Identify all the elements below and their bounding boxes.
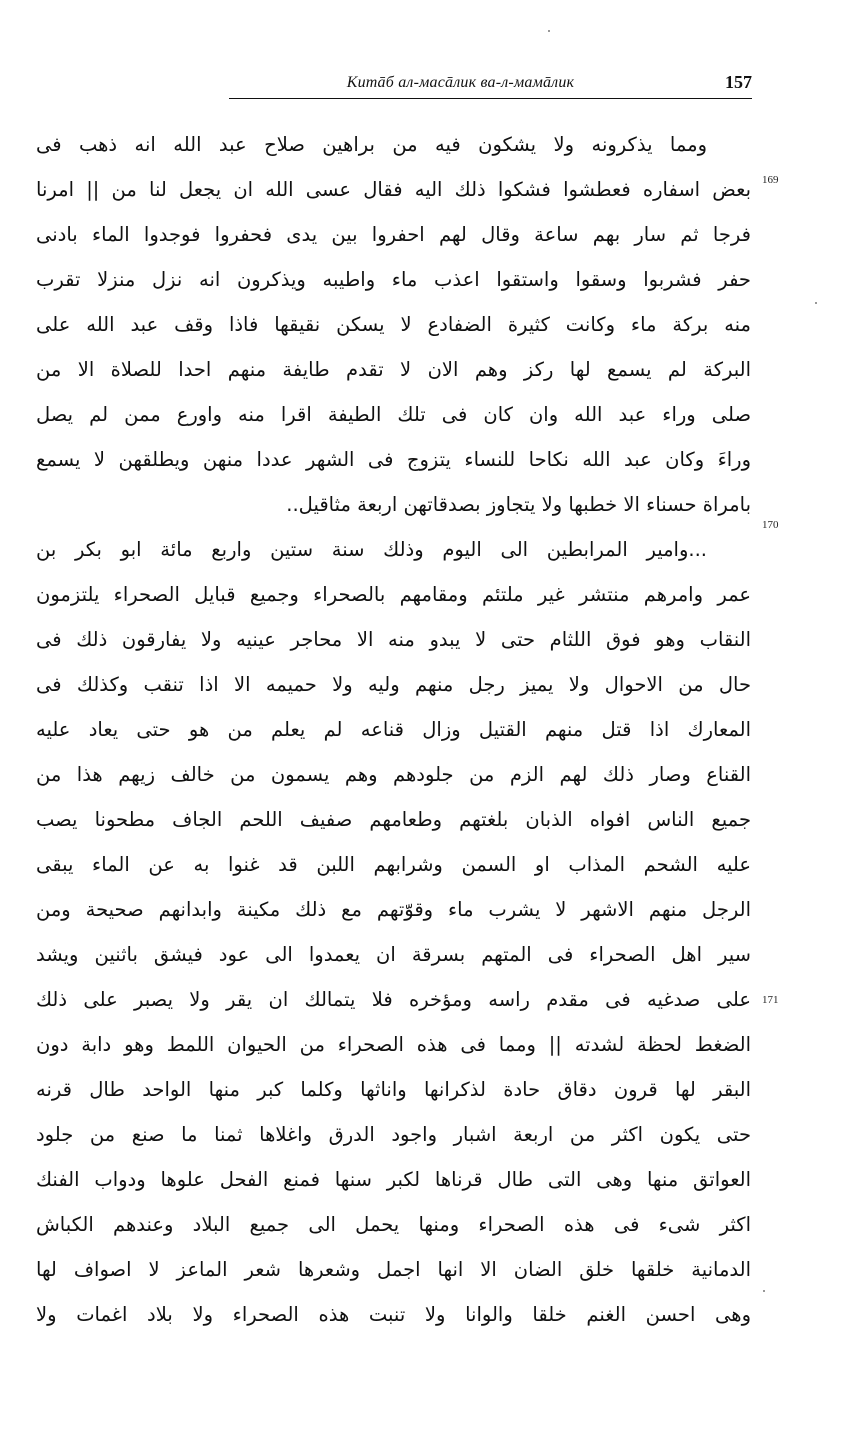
text-line: بعض اسفاره فعطشوا فشكوا ذلك اليه فقال عسى الله ان يجعل لنا من || امرنا xyxy=(36,178,751,201)
scan-speck xyxy=(815,302,817,304)
text-line: البقر لها قرون دقاق حادة لذكرانها واناثها وكلما كبر منها الواحد طال قرنه xyxy=(36,1078,751,1101)
text-line: عمر وامرهم منتشر غير ملتئم ومقامهم بالصحراء وجميع قبايل الصحراء يلتزمون xyxy=(36,583,751,606)
text-line: حال من الاحوال ولا يميز رجل منهم وليه ولا حميمه الا اذا تنقب وكذلك فى xyxy=(36,673,751,696)
text-line: البركة لم يسمع لها ركز وهم الان لا تقدم طايفة منهم احدا للصلاة الا من xyxy=(36,358,751,381)
paragraph-number: 170 xyxy=(762,519,779,531)
text-line: منه بركة ماء وكانت كثيرة الضفادع لا يسكن نقيقها فاذا وقف عبد الله على xyxy=(36,313,751,336)
text-line: وراءَ وكان عبد الله نكاحا للنساء يتزوج فى الشهر عددا منهن ويطلقهن لا يسمع xyxy=(36,448,751,471)
scan-speck xyxy=(548,30,550,32)
text-line: صلى وراء عبد الله وان كان فى تلك الطيفة اقرا منه واورع ممن لم يصل xyxy=(36,403,751,426)
text-line: عليه الشحم المذاب او السمن وشرابهم اللبن قد غنوا به عن الماء يبقى xyxy=(36,853,751,876)
text-line: الرجل منهم الاشهر لا يشرب ماء وقوّتهم مع ذلك مكينة وابدانهم صحيحة ومن xyxy=(36,898,751,921)
text-line: القناع وصار ذلك لهم الزم من جلودهم وهم يسمون من خالف زيهم هذا من xyxy=(36,763,751,786)
text-line: اكثر شىء فى هذه الصحراء ومنها يحمل الى جميع البلاد وعندهم الكباش xyxy=(36,1213,751,1236)
running-header xyxy=(229,72,752,96)
paragraph-number: 171 xyxy=(762,994,779,1006)
text-line: على صدغيه فى مقدم راسه ومؤخره فلا يتمالك ان يقر ولا يصبر على ذلك xyxy=(36,988,751,1011)
text-line: سير اهل الصحراء فى المتهم بسرقة ان يعمدوا الى عود فيشق باثنين ويشد xyxy=(36,943,751,966)
text-line: ...وامير المرابطين الى اليوم وذلك سنة ستين واربع مائة ابو بكر بن xyxy=(36,538,707,561)
running-title: Kитāб ал-масāлик ва-л-мамāлик xyxy=(346,74,575,91)
text-line: بامراة حسناء الا خطبها ولا يتجاوز بصدقاتهن اربعة مثاقيل.. xyxy=(286,493,751,516)
text-line: حفر فشربوا وسقوا واستقوا اعذب ماء واطيبه ويذكرون انه نزل منزلا تقرب xyxy=(36,268,751,291)
text-line: النقاب وهو فوق اللثام حتى لا يبدو منه الا محاجر عينيه ولا يفارقون ذلك فى xyxy=(36,628,751,651)
text-line: الدمانية خلقها خلق الضان الا انها اجمل وشعرها شعر الماعز لا اصواف لها xyxy=(36,1258,751,1281)
text-line: المعارك اذا قتل منهم القتيل وزال قناعه لم يعلم من هو حتى يعاد عليه xyxy=(36,718,751,741)
text-line: حتى يكون اكثر من اربعة اشبار واجود الدرق واغلاها ثمنا ما صنع من جلود xyxy=(36,1123,751,1146)
text-line: وهى احسن الغنم خلقا والوانا ولا تنبت هذه الصحراء ولا بلاد اغمات ولا xyxy=(36,1303,751,1326)
arabic-text-block xyxy=(36,122,751,1337)
text-line: فرجا ثم سار بهم ساعة وقال لهم احفروا بين يدى فحفروا فوجدوا الماء بادنى xyxy=(36,223,751,246)
text-line: جميع الناس افواه الذبان بلغتهم وطعامهم صفيف اللحم الجاف مطحونا يصب xyxy=(36,808,751,831)
text-line: الضغط لحظة لشدته || ومما فى هذه الصحراء من الحيوان اللمط وهو دابة دون xyxy=(36,1033,751,1056)
text-line: العواتق منها وهى التى طال قرناها لكبر سنها فمنع الفحل علوها ودواب الفنك xyxy=(36,1168,751,1191)
scan-speck xyxy=(763,1290,765,1292)
header-rule xyxy=(229,98,752,99)
page-number: 157 xyxy=(725,72,752,92)
text-line: ومما يذكرونه ولا يشكون فيه من براهين صلاح عبد الله انه ذهب فى xyxy=(36,133,707,156)
paragraph-number: 169 xyxy=(762,174,779,186)
